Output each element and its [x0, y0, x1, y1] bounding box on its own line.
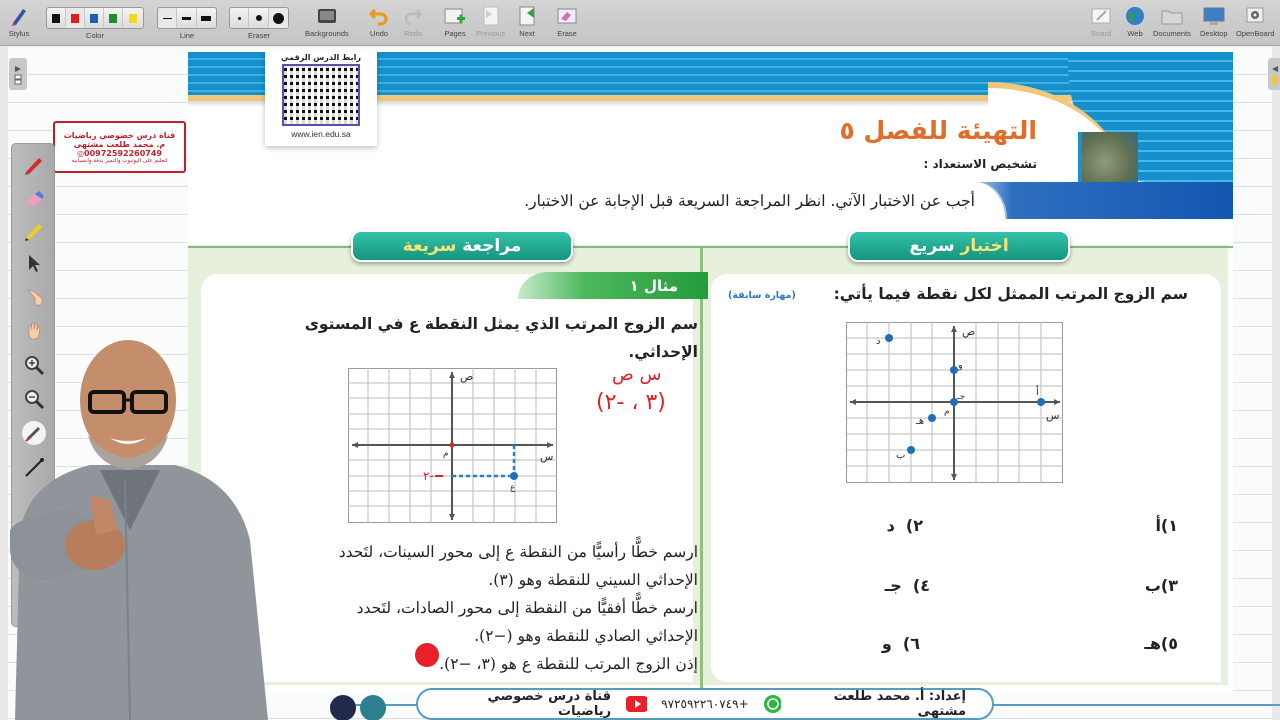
eraser-icon — [23, 188, 45, 210]
answer-number: ٥) — [1160, 634, 1178, 653]
svg-text:٢-: ٢- — [423, 469, 434, 483]
stamp-phone-number: 00972592260749 — [84, 148, 162, 158]
footer-channel: قناة درس خصوصي رياضيات — [487, 689, 612, 719]
qr-url: www.ien.edu.sa — [291, 129, 351, 139]
eraser-tool[interactable] — [21, 186, 47, 212]
arrow-cursor-icon — [23, 252, 45, 274]
banner-photo — [1078, 132, 1138, 182]
section-line-mid — [568, 246, 858, 248]
add-page-icon — [444, 5, 466, 27]
interact-tool[interactable] — [21, 284, 47, 310]
footer-dot-teal — [360, 695, 386, 720]
answer-label: ب — [1144, 576, 1161, 595]
highlighter-tool[interactable] — [21, 218, 47, 244]
line-medium[interactable] — [177, 8, 196, 28]
board-edge-right — [1272, 47, 1280, 720]
eraser-small[interactable] — [230, 8, 249, 28]
svg-text:ص: ص — [962, 325, 976, 338]
pill-word-2: سريع — [909, 236, 955, 256]
readiness-diagnosis-label: تشخيص الاستعداد : — [923, 157, 1037, 171]
pen-icon — [23, 154, 45, 176]
section-line-left — [188, 246, 358, 248]
answer-item — [1155, 516, 1178, 535]
redo-icon — [402, 5, 424, 27]
answer-number: ٤) — [912, 576, 930, 595]
next-page-icon — [516, 5, 538, 27]
answer-label: هـ — [1144, 634, 1161, 653]
desktop-button[interactable]: Desktop — [1200, 2, 1228, 38]
stamp-channel-name: قناة درس خصوصي رياضيات — [63, 130, 176, 140]
stamp-teacher-name: م. محمد طلعت مشتهى — [73, 139, 166, 149]
line-thick[interactable] — [197, 8, 216, 28]
footer-phone: +٩٧٢٥٩٢٢٦٠٧٤٩ — [661, 697, 749, 711]
eraser-size-picker: Eraser — [229, 2, 289, 40]
globe-icon — [1124, 5, 1146, 27]
undo-icon — [368, 5, 390, 27]
expand-arrow-icon — [9, 58, 27, 90]
section-line-right — [1068, 246, 1233, 248]
channel-stamp — [53, 121, 186, 173]
answer-item — [1145, 576, 1178, 595]
color-green[interactable] — [104, 8, 123, 28]
color-red[interactable] — [66, 8, 85, 28]
line-width-picker: Line — [157, 2, 217, 40]
gear-icon — [1244, 5, 1266, 27]
web-button[interactable]: Web — [1124, 2, 1146, 38]
stylus-icon — [8, 5, 30, 27]
board-button[interactable]: Board — [1090, 2, 1112, 38]
quick-check-coordinate-grid — [846, 322, 1064, 484]
answer-item — [885, 576, 930, 595]
pages-button[interactable]: Pages — [444, 2, 466, 38]
answer-number: ٦) — [902, 634, 920, 653]
qr-title: رابط الدرس الرقمي — [281, 53, 361, 62]
right-panel-toggle[interactable] — [1268, 58, 1280, 90]
whatsapp-icon: ◎ — [77, 148, 85, 158]
handwritten-ordered-pair: (٣ ، -٢) — [596, 390, 666, 415]
erase-page-icon — [556, 5, 578, 27]
whatsapp-icon — [763, 694, 781, 714]
qr-code — [282, 64, 360, 126]
youtube-icon — [625, 695, 647, 713]
backgrounds-icon — [316, 5, 338, 27]
quick-review-heading — [351, 230, 573, 262]
documents-button[interactable]: Documents — [1153, 2, 1191, 38]
svg-text:جـ: جـ — [957, 392, 966, 402]
answer-number: ٢) — [905, 516, 923, 535]
next-page-button[interactable]: Next — [516, 2, 538, 38]
instruction-text: أجب عن الاختبار الآتي. انظر المراجعة السريعة قبل الإجابة عن الاختبار. — [524, 192, 975, 210]
explanation-line: ارسم خطًّا أفقيًّا من النقطة إلى محور الصادات، لتَحدد — [356, 599, 698, 617]
answer-item — [1144, 634, 1178, 653]
redo-button[interactable]: Redo — [402, 2, 424, 38]
color-blue[interactable] — [85, 8, 104, 28]
monitor-icon — [1203, 5, 1225, 27]
svg-text:هـ: هـ — [916, 416, 925, 427]
eraser-medium[interactable] — [249, 8, 268, 28]
origin-label: م — [443, 449, 449, 459]
pill-word-2: سريعة — [402, 236, 457, 256]
answer-label: د — [886, 516, 895, 535]
chapter-title: التهيئة للفصل ٥ — [839, 116, 1037, 145]
pill-word-1: اختبار — [960, 236, 1009, 256]
svg-text:س: س — [1046, 409, 1060, 422]
previous-page-button[interactable]: Previous — [476, 2, 505, 38]
explanation-line: إذن الزوج المرتب للنقطة ع هو (٣، −٢). — [439, 655, 698, 673]
pointing-hand-icon — [23, 286, 45, 308]
answer-number: ٣) — [1160, 576, 1178, 595]
previous-page-icon — [480, 5, 502, 27]
pill-word-1: مراجعة — [462, 236, 522, 256]
explanation-line: الإحداثي السيني للنقطة وهو (٣). — [488, 571, 698, 589]
erase-page-button[interactable]: Erase — [556, 2, 578, 38]
color-yellow[interactable] — [123, 8, 142, 28]
svg-text:م: م — [944, 407, 950, 417]
quick-check-heading — [848, 230, 1070, 262]
example-explanation — [228, 538, 698, 678]
footer-credits — [416, 688, 994, 720]
backgrounds-button[interactable]: Backgrounds — [305, 2, 349, 38]
footer-prepared-by: إعداد: أ. محمد طلعت مشتهى — [833, 689, 966, 719]
color-picker: Color — [46, 2, 144, 40]
svg-text:ب: ب — [896, 450, 906, 461]
textbook-page — [188, 52, 1233, 692]
example-question: سم الزوج المرتب الذي يمثل النقطة ع في المستوى الإحداثي. — [304, 315, 698, 361]
column-divider — [700, 248, 703, 688]
stamp-phone — [77, 149, 162, 158]
x-axis-label: س — [540, 450, 554, 463]
point-label: ع — [510, 483, 516, 493]
svg-text:و: و — [958, 360, 963, 371]
main-toolbar — [0, 0, 1280, 46]
stylus-button[interactable]: Stylus — [8, 2, 30, 38]
answer-label: أ — [1155, 516, 1161, 535]
y-axis-label: ص — [460, 370, 474, 383]
collapse-arrow-icon — [1268, 58, 1280, 90]
undo-button[interactable]: Undo — [368, 2, 390, 38]
prior-skill-tag: (مهارة سابقة) — [728, 290, 796, 301]
digital-lesson-qr-card[interactable] — [265, 52, 377, 146]
example-coordinate-grid — [348, 368, 558, 524]
answer-label: جـ — [884, 576, 902, 595]
color-black[interactable] — [47, 8, 66, 28]
footer-dot-dark — [330, 695, 356, 720]
example-label: مثال ١ — [518, 272, 708, 299]
explanation-line: الإحداثي الصادي للنقطة وهو (−٢). — [474, 627, 698, 645]
handwritten-axis-letters: س ص — [612, 364, 662, 385]
openboard-settings-button[interactable]: OpenBoard — [1236, 2, 1274, 38]
pen-tool[interactable] — [21, 152, 47, 178]
explanation-line: ارسم خطًّا رأسيًّا من النقطة ع إلى محور السينات، لتَحدد — [338, 543, 698, 561]
quick-check-answers — [848, 514, 1188, 654]
folder-icon — [1161, 5, 1183, 27]
line-thin[interactable] — [158, 8, 177, 28]
quick-check-question: سم الزوج المرتب الممثل لكل نقطة فيما يأتي: — [833, 285, 1188, 303]
answer-item — [887, 516, 923, 535]
svg-text:د: د — [876, 336, 881, 347]
answer-item — [882, 634, 920, 653]
answer-label: و — [881, 634, 892, 653]
svg-text:أ: أ — [1036, 387, 1039, 398]
left-panel-toggle[interactable] — [9, 58, 27, 90]
laser-pointer-dot — [415, 643, 439, 667]
highlighter-icon — [23, 220, 45, 242]
teacher-photo — [0, 330, 270, 720]
board-icon — [1090, 5, 1112, 27]
stamp-tagline: لتعليم على اليوتيوب والتميز بدقة وانسيابيه — [71, 157, 168, 164]
select-tool[interactable] — [21, 250, 47, 276]
answer-number: ١) — [1160, 516, 1178, 535]
eraser-large[interactable] — [269, 8, 288, 28]
